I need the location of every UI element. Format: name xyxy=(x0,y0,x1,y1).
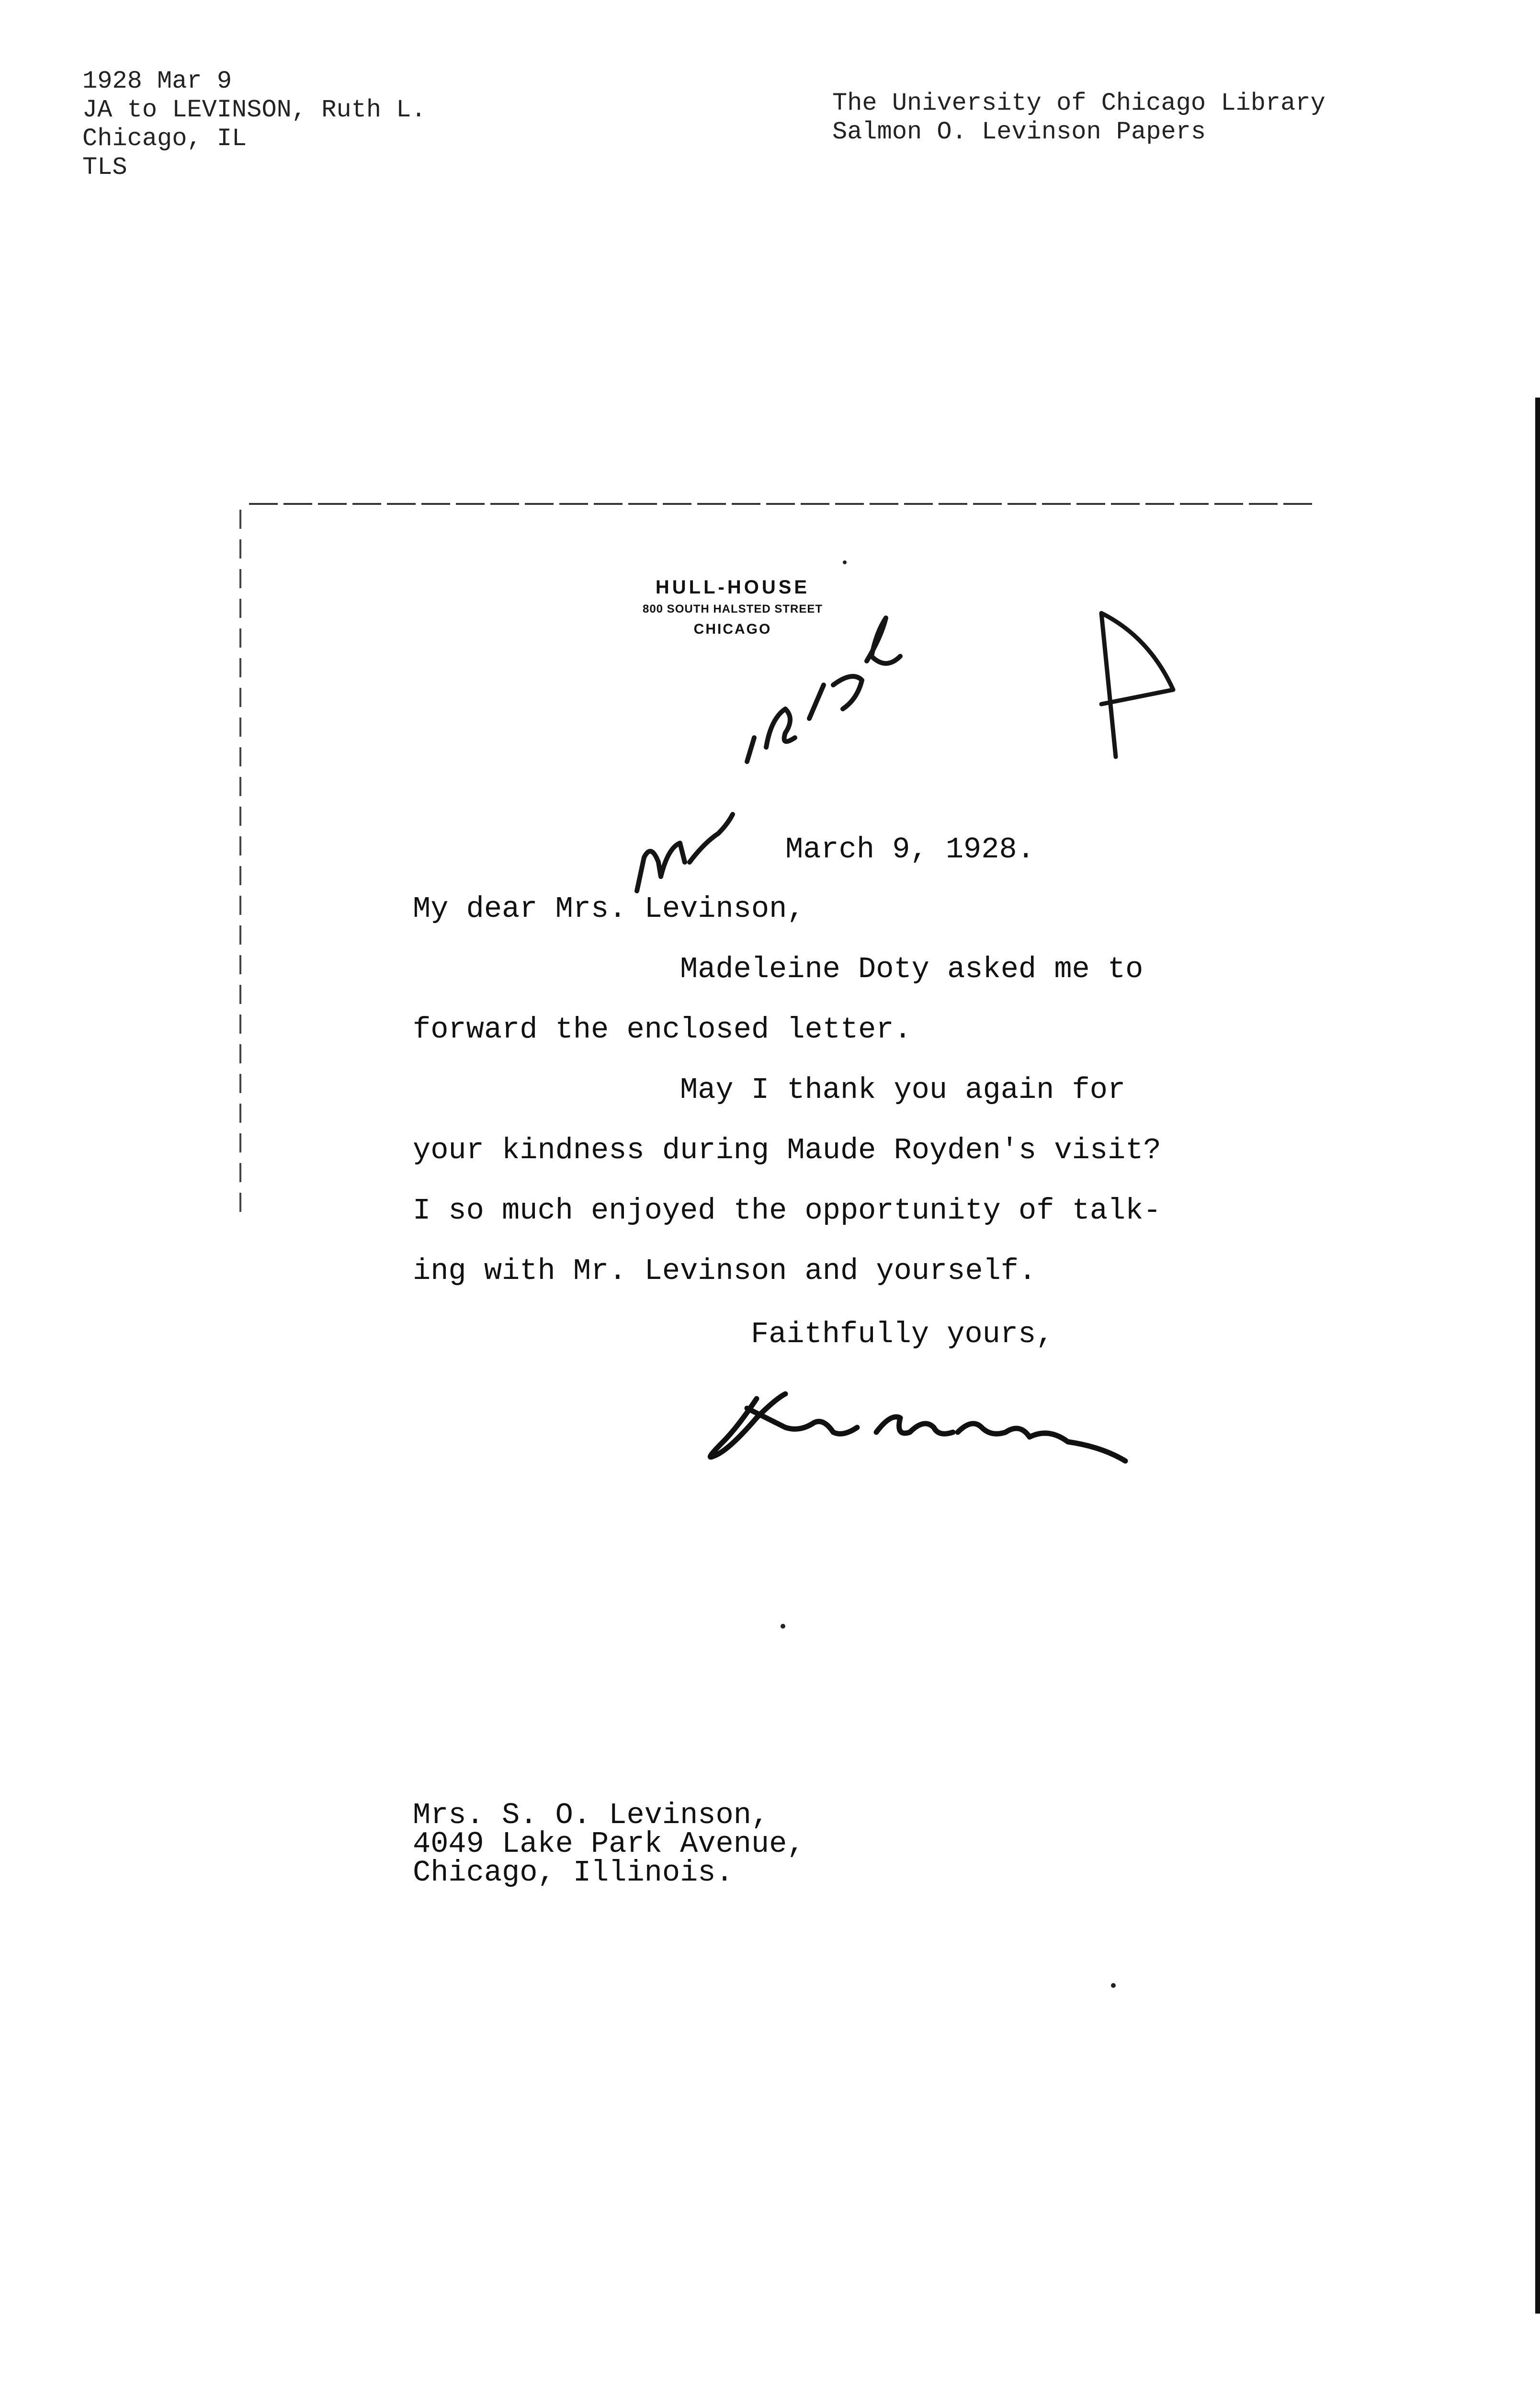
body-line: your kindness during Maude Royden's visit? xyxy=(413,1133,1161,1167)
body-line: I so much enjoyed the opportunity of talk- xyxy=(413,1194,1161,1228)
body-line: May I thank you again for xyxy=(680,1073,1126,1107)
catalog-place: Chicago, IL xyxy=(82,125,247,153)
archive-block xyxy=(832,89,1325,147)
scan-speck xyxy=(843,560,847,564)
archive-collection: Salmon O. Levinson Papers xyxy=(832,118,1206,146)
recipient-line: 4049 Lake Park Avenue, xyxy=(413,1827,805,1861)
recipient-block xyxy=(413,1798,805,1890)
letterhead xyxy=(584,575,881,640)
scan-speck xyxy=(781,1624,785,1629)
body-line: forward the enclosed letter. xyxy=(413,1013,912,1047)
catalog-correspondents: JA to LEVINSON, Ruth L. xyxy=(82,96,426,124)
letter-salutation: My dear Mrs. Levinson, xyxy=(413,892,805,926)
body-line: ing with Mr. Levinson and yourself. xyxy=(413,1254,1037,1288)
letter-left-edge xyxy=(239,510,241,1219)
letterhead-address: 800 SOUTH HALSTED STREET xyxy=(642,603,823,616)
letter-date: March 9, 1928. xyxy=(785,833,1035,867)
handwritten-a-mark xyxy=(1101,613,1173,757)
signature xyxy=(710,1394,1125,1461)
catalog-block xyxy=(82,67,426,182)
letterhead-city: CHICAGO xyxy=(693,621,772,637)
catalog-date: 1928 Mar 9 xyxy=(82,67,232,95)
letter-top-edge xyxy=(249,503,1312,505)
archive-library: The University of Chicago Library xyxy=(832,89,1325,117)
scan-edge xyxy=(1535,398,1540,2314)
letterhead-name: HULL-HOUSE xyxy=(655,577,810,598)
recipient-line: Mrs. S. O. Levinson, xyxy=(413,1798,770,1832)
body-line: Madeleine Doty asked me to xyxy=(680,952,1144,986)
recipient-line: Chicago, Illinois. xyxy=(413,1856,734,1890)
letter-closing: Faithfully yours, xyxy=(751,1317,1054,1351)
scan-speck xyxy=(1111,1983,1116,1988)
catalog-type: TLS xyxy=(82,153,127,182)
